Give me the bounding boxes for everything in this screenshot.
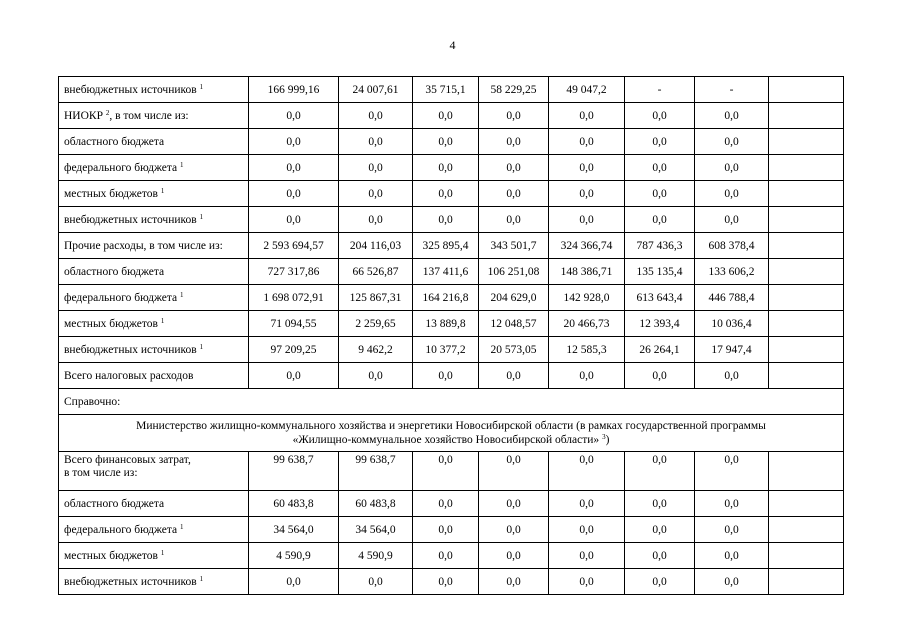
cell: 4 590,9 — [249, 543, 339, 569]
cell — [769, 285, 844, 311]
row-label — [59, 517, 249, 543]
row-label-text: федерального бюджета — [64, 161, 178, 174]
cell — [769, 311, 844, 337]
cell: 97 209,25 — [249, 337, 339, 363]
footnote-mark: 1 — [199, 342, 204, 351]
cell: 2 593 694,57 — [249, 233, 339, 259]
cell: 0,0 — [413, 491, 479, 517]
cell: 613 643,4 — [625, 285, 695, 311]
cell: 0,0 — [625, 517, 695, 543]
cell: 446 788,4 — [695, 285, 769, 311]
cell: 0,0 — [249, 155, 339, 181]
row-label-text: местных бюджетов — [64, 187, 158, 200]
footnote-mark: 1 — [160, 548, 165, 557]
cell: 12 393,4 — [625, 311, 695, 337]
cell: 0,0 — [625, 569, 695, 595]
row-label-text: Прочие расходы, в том числе из: — [64, 239, 223, 252]
cell: 0,0 — [479, 569, 549, 595]
cell: 0,0 — [625, 155, 695, 181]
ministry-line1: Министерство жилищно-коммунального хозяйства и энергетики Новосибирской области (в рамках государственной программы — [136, 420, 766, 432]
cell: 0,0 — [549, 491, 625, 517]
cell: 787 436,3 — [625, 233, 695, 259]
cell: 0,0 — [549, 181, 625, 207]
cell: 0,0 — [549, 543, 625, 569]
cell: 0,0 — [249, 129, 339, 155]
total-label-line1: Всего финансовых затрат, — [64, 454, 191, 466]
cell: 0,0 — [479, 181, 549, 207]
cell: 0,0 — [479, 517, 549, 543]
table-row — [59, 103, 844, 129]
table-body-reference — [59, 389, 844, 491]
cell: 66 526,87 — [339, 259, 413, 285]
cell: 0,0 — [249, 569, 339, 595]
cell — [769, 259, 844, 285]
cell: 343 501,7 — [479, 233, 549, 259]
footnote-mark: 1 — [199, 574, 204, 583]
cell: 34 564,0 — [339, 517, 413, 543]
cell: 0,0 — [249, 363, 339, 389]
row-label — [59, 103, 249, 129]
table-row — [59, 569, 844, 595]
cell: 99 638,7 — [249, 452, 339, 491]
cell: 0,0 — [695, 155, 769, 181]
cell: 0,0 — [695, 569, 769, 595]
total-row — [59, 452, 844, 491]
cell: 0,0 — [413, 155, 479, 181]
row-label-text: местных бюджетов — [64, 317, 158, 330]
cell: 0,0 — [479, 543, 549, 569]
cell: 164 216,8 — [413, 285, 479, 311]
cell: 0,0 — [413, 569, 479, 595]
footnote-mark: 1 — [180, 522, 184, 531]
row-label-text: федерального бюджета — [64, 523, 178, 536]
cell — [769, 103, 844, 129]
cell: 0,0 — [413, 452, 479, 491]
table-row — [59, 77, 844, 103]
cell: 0,0 — [339, 103, 413, 129]
page-number: 4 — [449, 38, 456, 52]
cell — [769, 181, 844, 207]
cell: 166 999,16 — [249, 77, 339, 103]
row-label — [59, 491, 249, 517]
cell: 0,0 — [479, 207, 549, 233]
reference-label: Справочно: — [59, 389, 844, 415]
cell: 12 048,57 — [479, 311, 549, 337]
cell: 142 928,0 — [549, 285, 625, 311]
cell — [769, 517, 844, 543]
row-label — [59, 285, 249, 311]
table-row — [59, 337, 844, 363]
row-label — [59, 569, 249, 595]
cell: 0,0 — [625, 181, 695, 207]
cell: 10 036,4 — [695, 311, 769, 337]
cell: 325 895,4 — [413, 233, 479, 259]
table-row — [59, 491, 844, 517]
row-label-text: внебюджетных источников — [64, 213, 197, 226]
cell: 13 889,8 — [413, 311, 479, 337]
table-body-top — [59, 77, 844, 389]
row-label-text: местных бюджетов — [64, 549, 158, 562]
cell: 1 698 072,91 — [249, 285, 339, 311]
cell: 0,0 — [625, 207, 695, 233]
cell: 204 629,0 — [479, 285, 549, 311]
footnote-mark: 1 — [180, 290, 184, 299]
cell: 0,0 — [625, 129, 695, 155]
ministry-row — [59, 415, 844, 452]
cell: 0,0 — [413, 181, 479, 207]
row-label — [59, 337, 249, 363]
cell: 106 251,08 — [479, 259, 549, 285]
table-row — [59, 129, 844, 155]
cell: 0,0 — [549, 155, 625, 181]
table-row — [59, 363, 844, 389]
cell — [769, 543, 844, 569]
row-label-text: федерального бюджета — [64, 291, 178, 304]
footnote-mark: 2 — [105, 108, 110, 117]
cell: - — [695, 77, 769, 103]
row-label-text: областного бюджета — [64, 135, 165, 148]
row-label — [59, 207, 249, 233]
cell — [769, 452, 844, 491]
cell: 0,0 — [549, 207, 625, 233]
cell: 0,0 — [249, 207, 339, 233]
cell: 0,0 — [549, 363, 625, 389]
table-body-bottom — [59, 491, 844, 595]
row-label-text: Всего налоговых расходов — [64, 369, 194, 382]
cell: 0,0 — [695, 363, 769, 389]
ministry-line2: «Жилищно-коммунальное хозяйство Новосибирской области» — [292, 434, 600, 446]
table-row — [59, 181, 844, 207]
footnote-mark: 1 — [180, 160, 184, 169]
cell: 26 264,1 — [625, 337, 695, 363]
table-row — [59, 543, 844, 569]
cell — [769, 233, 844, 259]
cell — [769, 155, 844, 181]
cell — [769, 569, 844, 595]
cell: - — [625, 77, 695, 103]
row-label-text: внебюджетных источников — [64, 83, 197, 96]
cell: 0,0 — [695, 129, 769, 155]
row-label-suffix: , в том числе из: — [109, 109, 189, 122]
row-label — [59, 363, 249, 389]
cell — [769, 337, 844, 363]
cell: 727 317,86 — [249, 259, 339, 285]
cell: 148 386,71 — [549, 259, 625, 285]
cell: 0,0 — [625, 491, 695, 517]
budget-table — [58, 76, 844, 595]
cell: 135 135,4 — [625, 259, 695, 285]
cell: 0,0 — [695, 207, 769, 233]
cell: 0,0 — [625, 543, 695, 569]
cell: 0,0 — [339, 363, 413, 389]
cell: 0,0 — [339, 569, 413, 595]
cell: 0,0 — [695, 517, 769, 543]
cell: 24 007,61 — [339, 77, 413, 103]
table-row — [59, 233, 844, 259]
cell: 20 573,05 — [479, 337, 549, 363]
cell: 0,0 — [695, 452, 769, 491]
cell: 204 116,03 — [339, 233, 413, 259]
table-row — [59, 311, 844, 337]
cell: 0,0 — [695, 491, 769, 517]
cell: 12 585,3 — [549, 337, 625, 363]
cell: 0,0 — [339, 155, 413, 181]
row-label — [59, 259, 249, 285]
cell: 0,0 — [549, 452, 625, 491]
cell: 2 259,65 — [339, 311, 413, 337]
row-label-text: областного бюджета — [64, 265, 165, 278]
ministry-heading — [59, 415, 844, 452]
cell: 0,0 — [625, 363, 695, 389]
cell: 0,0 — [413, 129, 479, 155]
row-label-text: внебюджетных источников — [64, 343, 197, 356]
cell: 324 366,74 — [549, 233, 625, 259]
table-row — [59, 285, 844, 311]
row-label — [59, 233, 249, 259]
cell: 49 047,2 — [549, 77, 625, 103]
row-label — [59, 181, 249, 207]
row-label — [59, 77, 249, 103]
cell: 0,0 — [413, 363, 479, 389]
cell: 0,0 — [479, 363, 549, 389]
cell: 0,0 — [479, 155, 549, 181]
footnote-mark: 1 — [199, 82, 204, 91]
cell: 608 378,4 — [695, 233, 769, 259]
cell: 71 094,55 — [249, 311, 339, 337]
row-label-text: областного бюджета — [64, 497, 165, 510]
cell — [769, 129, 844, 155]
cell: 0,0 — [549, 103, 625, 129]
ministry-footnote-mark: 3 — [602, 433, 606, 441]
cell: 0,0 — [413, 543, 479, 569]
row-label-text: внебюджетных источников — [64, 575, 197, 588]
cell: 9 462,2 — [339, 337, 413, 363]
cell: 0,0 — [479, 129, 549, 155]
total-label-line2: в том числе из: — [64, 467, 138, 479]
cell: 137 411,6 — [413, 259, 479, 285]
cell: 133 606,2 — [695, 259, 769, 285]
cell: 0,0 — [549, 517, 625, 543]
reference-row — [59, 389, 844, 415]
cell: 125 867,31 — [339, 285, 413, 311]
total-label — [59, 452, 249, 491]
table-row — [59, 207, 844, 233]
row-label — [59, 155, 249, 181]
table-row — [59, 259, 844, 285]
row-label — [59, 543, 249, 569]
cell: 0,0 — [695, 181, 769, 207]
cell: 99 638,7 — [339, 452, 413, 491]
cell — [769, 491, 844, 517]
cell: 60 483,8 — [339, 491, 413, 517]
cell: 0,0 — [625, 103, 695, 129]
table-row — [59, 155, 844, 181]
cell: 17 947,4 — [695, 337, 769, 363]
cell: 0,0 — [625, 452, 695, 491]
footnote-mark: 1 — [199, 212, 204, 221]
cell: 58 229,25 — [479, 77, 549, 103]
cell: 0,0 — [339, 129, 413, 155]
cell: 0,0 — [339, 207, 413, 233]
cell: 0,0 — [249, 103, 339, 129]
cell: 0,0 — [413, 517, 479, 543]
cell: 34 564,0 — [249, 517, 339, 543]
row-label-text: НИОКР — [64, 109, 103, 122]
cell: 0,0 — [479, 491, 549, 517]
cell: 60 483,8 — [249, 491, 339, 517]
cell — [769, 77, 844, 103]
cell: 0,0 — [549, 129, 625, 155]
row-label — [59, 311, 249, 337]
cell: 0,0 — [549, 569, 625, 595]
footnote-mark: 1 — [160, 186, 165, 195]
ministry-close: ) — [605, 434, 610, 446]
cell: 0,0 — [695, 543, 769, 569]
cell: 0,0 — [479, 103, 549, 129]
cell: 20 466,73 — [549, 311, 625, 337]
cell: 0,0 — [249, 181, 339, 207]
table-row — [59, 517, 844, 543]
cell — [769, 207, 844, 233]
cell: 0,0 — [695, 103, 769, 129]
cell: 10 377,2 — [413, 337, 479, 363]
cell: 35 715,1 — [413, 77, 479, 103]
footnote-mark: 1 — [160, 316, 165, 325]
cell — [769, 363, 844, 389]
row-label — [59, 129, 249, 155]
cell: 0,0 — [413, 207, 479, 233]
cell: 0,0 — [413, 103, 479, 129]
cell: 4 590,9 — [339, 543, 413, 569]
cell: 0,0 — [479, 452, 549, 491]
cell: 0,0 — [339, 181, 413, 207]
